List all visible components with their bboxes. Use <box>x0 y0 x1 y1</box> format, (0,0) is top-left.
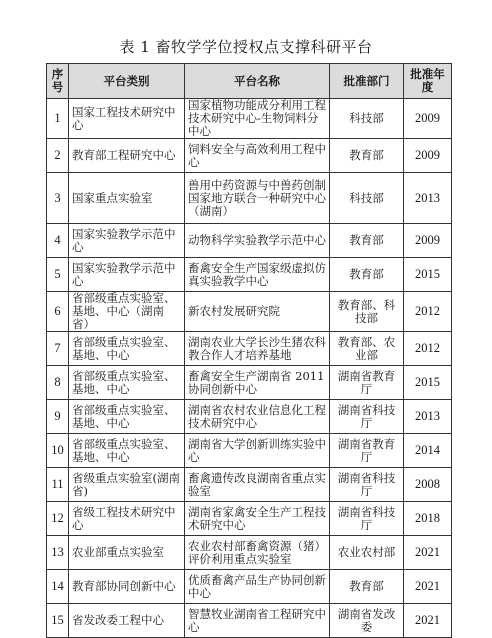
row-department: 湖南省科技厅 <box>330 400 404 434</box>
row-index: 13 <box>47 536 69 570</box>
row-name: 畜禽安全生产湖南省 2011 协同创新中心 <box>185 366 330 400</box>
row-index: 3 <box>47 173 69 224</box>
row-category: 国家工程技术研究中心 <box>69 99 185 139</box>
row-year: 2009 <box>404 139 452 173</box>
row-department: 科技部 <box>330 173 404 224</box>
table-row <box>47 434 452 468</box>
row-department: 湖南省教育厅 <box>330 366 404 400</box>
row-year: 2008 <box>404 468 452 502</box>
row-name: 国家植物功能成分利用工程技术研究中心-生物饲料分中心 <box>185 99 330 139</box>
row-year: 2014 <box>404 434 452 468</box>
row-name: 畜禽安全生产国家级虚拟仿真实验教学中心 <box>185 258 330 292</box>
header-department: 批准部门 <box>330 64 404 99</box>
row-category: 省部级重点实验室、基地、中心 <box>69 434 185 468</box>
row-category: 省级重点实验室(湖南省) <box>69 468 185 502</box>
row-name: 饲料安全与高效利用工程中心 <box>185 139 330 173</box>
row-name: 湖南省家禽安全生产工程技术研究中心 <box>185 502 330 536</box>
row-department: 农业农村部 <box>330 536 404 570</box>
row-year: 2018 <box>404 502 452 536</box>
table-row <box>47 570 452 604</box>
row-category: 省级工程技术研究中心 <box>69 502 185 536</box>
row-index: 10 <box>47 434 69 468</box>
table-row <box>47 292 452 332</box>
table-title: 表 1 畜牧学学位授权点支撑科研平台 <box>119 38 373 56</box>
row-index: 14 <box>47 570 69 604</box>
header-index: 序号 <box>47 64 69 99</box>
header-name: 平台名称 <box>185 64 330 99</box>
row-index: 9 <box>47 400 69 434</box>
row-category: 省部级重点实验室、基地、中心 <box>69 366 185 400</box>
row-index: 1 <box>47 99 69 139</box>
row-name: 新农村发展研究院 <box>185 292 330 332</box>
table-row <box>47 400 452 434</box>
platform-table <box>46 63 452 638</box>
row-department: 教育部、农业部 <box>330 332 404 366</box>
row-index: 8 <box>47 366 69 400</box>
row-index: 12 <box>47 502 69 536</box>
row-category: 教育部协同创新中心 <box>69 570 185 604</box>
row-index: 4 <box>47 224 69 258</box>
row-department: 教育部 <box>330 258 404 292</box>
row-name: 动物科学实验教学示范中心 <box>185 224 330 258</box>
table-row <box>47 468 452 502</box>
row-department: 教育部 <box>330 224 404 258</box>
row-department: 湖南省科技厅 <box>330 502 404 536</box>
row-name: 湖南省农村农业信息化工程技术研究中心 <box>185 400 330 434</box>
row-name: 湖南省大学创新训练实验中心 <box>185 434 330 468</box>
table-row <box>47 604 452 638</box>
row-name: 农业农村部畜禽资源（猪）评价利用重点实验室 <box>185 536 330 570</box>
row-category: 国家重点实验室 <box>69 173 185 224</box>
row-year: 2021 <box>404 604 452 638</box>
table-row <box>47 502 452 536</box>
row-year: 2012 <box>404 292 452 332</box>
row-year: 2021 <box>404 570 452 604</box>
row-category: 农业部重点实验室 <box>69 536 185 570</box>
table-row <box>47 258 452 292</box>
row-category: 省部级重点实验室、基地、中心（湖南省） <box>69 292 185 332</box>
row-department: 教育部、科技部 <box>330 292 404 332</box>
table-row <box>47 224 452 258</box>
row-category: 国家实验教学示范中心 <box>69 224 185 258</box>
row-index: 11 <box>47 468 69 502</box>
row-category: 教育部工程研究中心 <box>69 139 185 173</box>
row-year: 2021 <box>404 536 452 570</box>
row-department: 湖南省教育厅 <box>330 434 404 468</box>
table-row <box>47 332 452 366</box>
row-name: 优质畜禽产品生产协同创新中心 <box>185 570 330 604</box>
row-name: 兽用中药资源与中兽药创制国家地方联合一种研究中心（湖南） <box>185 173 330 224</box>
row-name: 湖南农业大学长沙生猪农科教合作人才培养基地 <box>185 332 330 366</box>
row-name: 畜禽遗传改良湖南省重点实验室 <box>185 468 330 502</box>
row-category: 省部级重点实验室、基地、中心 <box>69 400 185 434</box>
table-row <box>47 366 452 400</box>
row-year: 2009 <box>404 224 452 258</box>
row-index: 2 <box>47 139 69 173</box>
row-year: 2013 <box>404 173 452 224</box>
row-department: 湖南省发改委 <box>330 604 404 638</box>
table-row <box>47 139 452 173</box>
row-name: 智慧牧业湖南省工程研究中心 <box>185 604 330 638</box>
row-year: 2015 <box>404 366 452 400</box>
table-row <box>47 99 452 139</box>
row-index: 5 <box>47 258 69 292</box>
row-year: 2009 <box>404 99 452 139</box>
row-category: 省部级重点实验室、基地、中心 <box>69 332 185 366</box>
row-department: 教育部 <box>330 570 404 604</box>
row-category: 国家实验教学示范中心 <box>69 258 185 292</box>
header-category: 平台类别 <box>69 64 185 99</box>
row-index: 6 <box>47 292 69 332</box>
row-department: 科技部 <box>330 99 404 139</box>
row-year: 2013 <box>404 400 452 434</box>
header-year: 批准年度 <box>404 64 452 99</box>
row-index: 15 <box>47 604 69 638</box>
row-department: 教育部 <box>330 139 404 173</box>
row-index: 7 <box>47 332 69 366</box>
row-department: 湖南省科技厅 <box>330 468 404 502</box>
table-row <box>47 536 452 570</box>
table-row <box>47 173 452 224</box>
row-year: 2012 <box>404 332 452 366</box>
row-year: 2015 <box>404 258 452 292</box>
table-header-row <box>47 64 452 99</box>
row-category: 省发改委工程中心 <box>69 604 185 638</box>
